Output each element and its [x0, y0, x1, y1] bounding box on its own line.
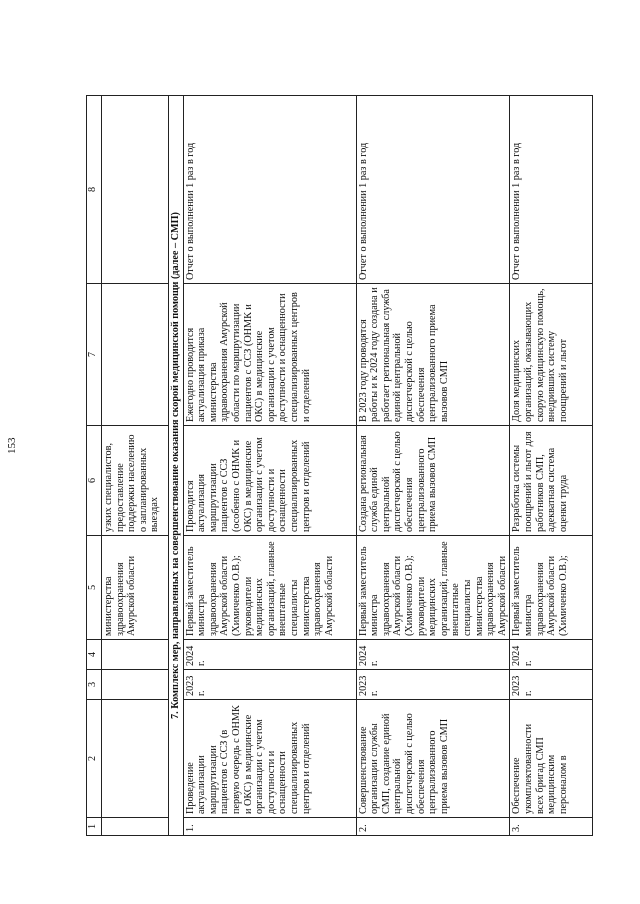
row-report: Отчет о выполнении 1 раз в год: [183, 96, 356, 284]
continuation-row: [102, 96, 169, 836]
cell: [102, 284, 169, 426]
row-result: Создана региональная служба единой центральной диспетчерской с целью обеспечения централизованного приема вызовов СМП: [356, 426, 510, 536]
row-start: 2023 г.: [183, 670, 356, 700]
cell: [102, 670, 169, 700]
col-header-7: 7: [87, 284, 102, 426]
row-start: 2023 г.: [510, 670, 593, 700]
col-header-2: 2: [87, 700, 102, 818]
row-number: 1.: [183, 818, 356, 836]
cell: [102, 96, 169, 284]
page-number-text: 153: [6, 437, 18, 454]
row-number: 2.: [356, 818, 510, 836]
row-responsible: Первый заместитель министра здравоохранения Амурской области (Химиченко О.В.); руководители медицинских организаций, главные внештатные специалисты министерства здравоохранения Амурской области: [356, 536, 510, 640]
row-start: 2023 г.: [356, 670, 510, 700]
col-header-5: 5: [87, 536, 102, 640]
row-name: Совершенствование организации службы СМП, создание единой центральной диспетчерской с целью обеспечения централизованного приема вызовов СМП: [356, 700, 510, 818]
cont-responsible: министерства здравоохранения Амурской области: [102, 536, 169, 640]
row-description: Ежегодно проводится актуализация приказа министерства здравоохранения Амурской области по маршрутизации пациентов с ССЗ (ОНМК и ОКС) в медицинские организации с учетом доступности и оснащенности специализированных центров и отделений: [183, 284, 356, 426]
row-end: 2024 г.: [356, 640, 510, 670]
row-responsible: Первый заместитель министра здравоохранения Амурской области (Химиченко О.В.); руководители медицинских организаций, главные внештатные специалисты министерства здравоохранения Амурской области: [183, 536, 356, 640]
row-description: Доля медицинских организаций, оказывающих скорую медицинскую помощь, внедривших систему поощрений и льгот: [510, 284, 593, 426]
row-report: Отчет о выполнении 1 раз в год: [356, 96, 510, 284]
table-row: [183, 96, 356, 836]
row-end: 2024 г.: [183, 640, 356, 670]
measures-table: [86, 95, 593, 836]
table-row: [510, 96, 593, 836]
col-header-8: 8: [87, 96, 102, 284]
row-number: 3.: [510, 818, 593, 836]
col-header-4: 4: [87, 640, 102, 670]
row-name: Проведение актуализации маршрутизации пациентов с ССЗ (в первую очередь с ОНМК и ОКС) в медицинские организации с учетом доступности и оснащенности специализированных центров и отделений: [183, 700, 356, 818]
page-number: [0, 436, 24, 454]
section-row: [169, 96, 184, 836]
col-header-3: 3: [87, 670, 102, 700]
rotated-table-container: [86, 96, 569, 836]
row-result: Проводится актуализация маршрутизации пациентов с ССЗ (особенно с ОНМК и ОКС) в медицинские организации с учетом доступности и оснащенности специализированных центров и отделений: [183, 426, 356, 536]
row-report: Отчет о выполнении 1 раз в год: [510, 96, 593, 284]
section-title: 7. Комплекс мер, направленных на совершенствование оказания скорой медицинской помощи (далее – СМП): [169, 96, 184, 836]
table-row: [356, 96, 510, 836]
row-responsible: Первый заместитель министра здравоохранения Амурской области (Химиченко О.В.);: [510, 536, 593, 640]
cell: [102, 818, 169, 836]
header-row: [87, 96, 102, 836]
col-header-1: 1: [87, 818, 102, 836]
row-name: Обеспечение укомплектованности всех бригад СМП медицинским персоналом в: [510, 700, 593, 818]
col-header-6: 6: [87, 426, 102, 536]
row-end: 2024 г.: [510, 640, 593, 670]
cell: [102, 700, 169, 818]
row-description: В 2023 году проводятся работы и к 2024 году создана и работает региональная служба единой центральной диспетчерской с целью обеспечения централизованного приема вызовов СМП: [356, 284, 510, 426]
cell: [102, 640, 169, 670]
row-result: Разработка системы поощрений и льгот для работников СМП, адекватная система оценки труда: [510, 426, 593, 536]
cont-result: узких специалистов, предоставление поддержки населению о запланированных выездах: [102, 426, 169, 536]
